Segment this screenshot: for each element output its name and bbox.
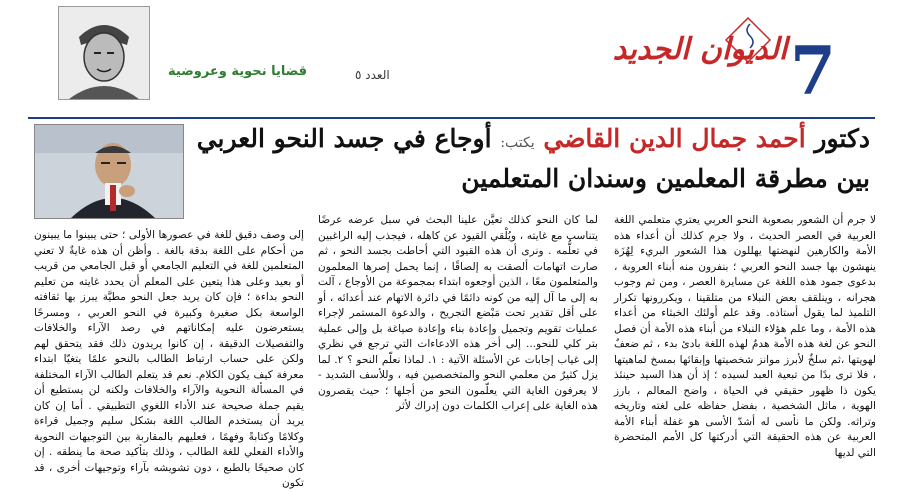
article-column-left [34, 228, 304, 489]
portrait-sketch-image [58, 6, 150, 100]
article-column-middle [318, 213, 598, 463]
column-right-text: لا جرم أن الشعور بصعوبة النحو العربي يعتري متعلمي اللغة العربية في العصر الحديث ، ولا جرم كذلك أن أعداء هذه الأمة والكارهين لنهضتها يهللون هذا الشعور البريء لِهُزَة ينهشون بها جسد النحو العربي ؛ بنفرون منه أبناء العروبة ، بدعوى جمود هذه اللغة عن مسايرة العصر ، ومن ثم وجوب هجرانه ، وينلقف بعض النبلاء من متلقينا ، ويكررونها تكرار التلميذ لما يقول أستاذه. وقد علم أولئك الخبثاء من أعداء هذه الأمة ، وما علم هؤلاء النبلاء من أبناء هذه الأمة أن فصل النحو عن لغة هذه الأمة هدمٌ لهذه اللغة بادئ بدء ، ثم ضعفٌ لهويتها ،ثم سلخٌ لأبرز موانز شخصيتها وإبقائها بمسخ لماهيتها ، فلا ترى بدًا من تبعية العبد لسيده ؛ إذ أن هذا السيد حينئذ يكون ذا ظهور حقيقي في الحياة ، واضح المعالم ، بارز الهوية ، ماثل الشخصية ، بفضل حفاظه على لغته وتاريخه وتراثه. ولكن ما نأسى له أشدّ الأسى هو غفلة أبناء الأمة العربية عن هذه الحقيقة التي أدركتها كل الأمم المتحضرة التي لديها [614, 214, 876, 459]
article-column-right [614, 213, 876, 463]
masthead-title: الديوان الجديد [612, 32, 788, 67]
header-divider [28, 117, 875, 119]
article-title-line-2: بين مطرقة المعلمين وسندان المتعلمين [461, 164, 870, 193]
title-prefix: دكتور [814, 124, 870, 153]
title-part-1: أوجاع في جسد النحو العربي [196, 124, 492, 153]
author-name: أحمد جمال الدين القاضي [543, 124, 806, 153]
author-photo [34, 124, 184, 219]
column-middle-text: لما كان النحو كذلك تعيَّن علينا البحث في سبل عرضه عرضًا يتناسب مع غايته ، ويُلْقي القيود عن كاهله ، فيجذب إليه الراغبين في تعلُّمه . ونرى أن هذه القيود التي أحاطت بجسد النحو ، ثم صارت اتهامات ألصقت به إلصاقًا ، إنما يحمل إصرها المعلمون والمتعلمون معًا ، الذين أوجعوه ابتداء بمجموعة من الأوجاع ، آلت به إلى ما آل إليه من كونه دائمًا في دائرة الاتهام عند أعدائه ، أو على أقل تقدير تحت مَبْضع التجريح ، والدعوة المستمر لإجراء عمليات تقويم وتجميل وإعادة بناء وإعادة صياغة بل وإلى عملية بتر كلي للنحو... إلى أخر هذه الادعاءات التي ترجع في نظري إلى غياب إجابات عن الأسئلة الآتية : ١. لماذا نعلّم النحو ؟ ٢. لما يزل كثيرٌ من معلمي النحو والمتخصصين فيه ، وللأسف الشديد - لا يعرفون الغاية التي يعلّمون النحو من أجلها ؛ حيث يقصرون هذه الغاية على إعراب الكلمات دون إدراك لأثر [318, 214, 598, 412]
article-title-line-1 [180, 124, 870, 153]
issue-page-number: 7 [790, 32, 836, 110]
column-left-text: إلى وصف دقيق للغة في عصورها الأولى ؛ حتى يبينوا ما يبينون من أحكام على اللغة بدقة بالغة . وأظن أن هذه غايةٌ لا تعني المتعلمين للغة في التعليم الجامعي أو قبل الجامعي من قريب أو بعيد وعلى هذا يتعين على المعلم أن يحدد غايته من تعليم النحو بداءة ؛ فإن كان يريد جعل النحو مطيَّة يبرز بها ثقافته الواسعة بكل صغيرة وكبيرة في النحو العربي ، ومسرحًا يستعرضون عليه إمكاناتهم في رصد الآراء والخلافات والتفصيلات الدقيقة ، إن كانوا يريدون ذلك فقد يتحقق لهم ولكن على حساب ارتباط الطالب بالنحو علمًا يتغيّا ابتداء معرفة كيف يكون الكلام. نعم قد يتعلم الطالب الآراء المختلفة في المسألة النحوية والآراء والخلافات ولكنه لن يستطيع أن يقيم جملة صحيحة عند الأداء اللغوي التطبيقي . أما إن كان يريد أن يستخدم الطالب اللغة بشكل سليم وجميل قراءة وكلامًا وكتابةً وفهمًا ، فعليهم بالمقاربة بين التوجيهات النحوية والأداء الفعلي للغة الطالب ، وذلك بتأكيد صحة ما ينطقه . إن كان صحيحًا بالطبع ، دون تشويشه بآراء وتوجيهات أخرى ، قد تكون [34, 229, 304, 489]
section-tag: قضايا نحوية وعروضية [168, 64, 308, 79]
issue-label: العدد ٥ [355, 68, 390, 82]
writes-label: يكتب: [500, 135, 535, 151]
